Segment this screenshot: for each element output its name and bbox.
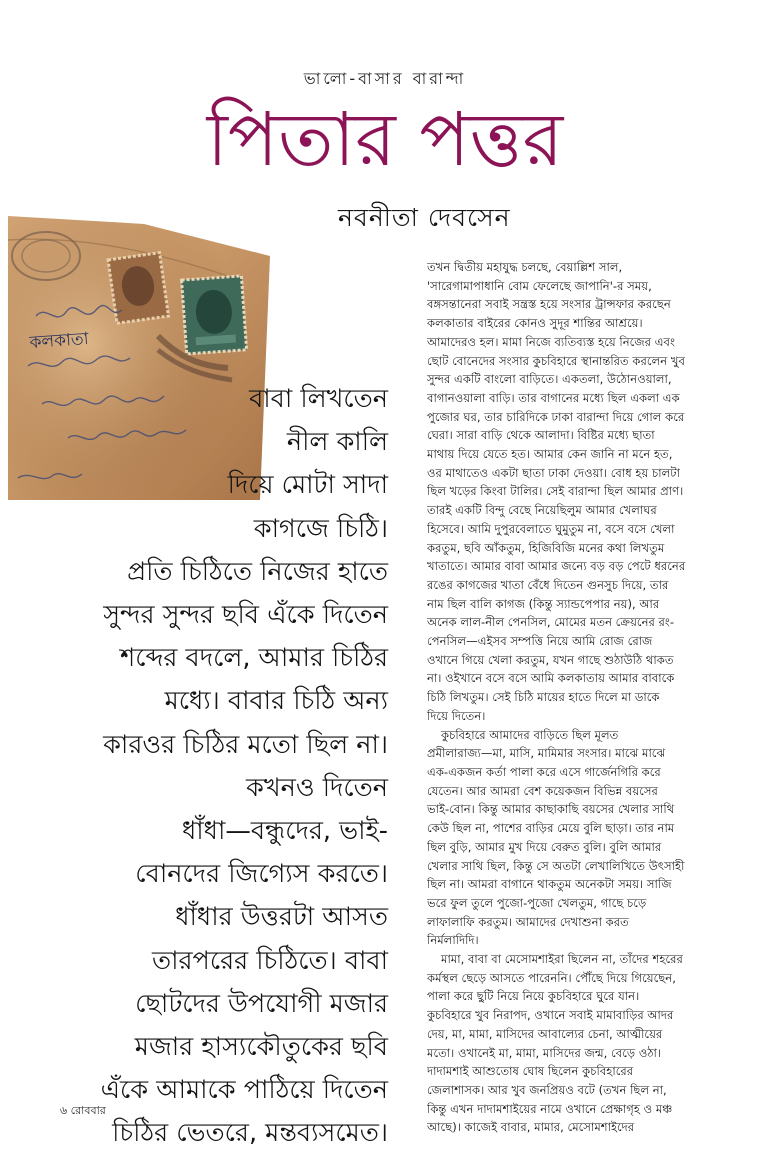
body-line: মাথায় দিয়ে যেতে হত। আমার কেন জানি না মনে হত, xyxy=(427,447,673,462)
body-line: কুচবিহারে আমাদের বাড়িতে ছিল মূলত xyxy=(441,727,619,742)
body-line: ভাই-বোন। কিন্তু আমার কাছাকাছি বয়সের খেলার সাথি xyxy=(427,802,675,817)
body-line: খাতাতে। আমার বাবা আমার জন্যে বড় বড় পেটে ধরনের xyxy=(427,559,686,574)
body-line: মতো। ওখানেই মা, মামা, মাসিদের জন্ম, বেড়ে ওঠা। xyxy=(427,1045,662,1060)
body-line: হিসেবে। আমি দুপুরবেলাতে ঘুমুতুম না, বসে বসে খেলা xyxy=(427,521,675,536)
body-line: পালা করে ছুটি নিয়ে নিয়ে কুচবিহারে ঘুরে যান। xyxy=(427,989,640,1004)
pull-quote-line: মজার হাস্যকৌতুকের ছবি xyxy=(134,1032,388,1063)
pull-quote-line: দিয়ে মোটা সাদা xyxy=(227,470,388,501)
body-text-column xyxy=(427,258,765,1137)
body-line: আমাদেরও হল। মামা নিজে ব্যতিব্যস্ত হয়ে নিজের এবং xyxy=(427,334,675,349)
body-line: করতুম, ছবি আঁকতুম, হিজিবিজি মনের কথা লিখতুম xyxy=(427,540,665,555)
body-line: দাদামশাই আশুতোষ ঘোষ ছিলেন কুচবিহারের xyxy=(427,1064,634,1079)
body-line: ভরে ফুল তুলে পুজো-পুজো খেলতুম, গাছে চড়ে xyxy=(427,895,647,910)
body-line: বঙ্গসন্তানেরা সবাই সন্ত্রস্ত হয়ে সংসার ট্রান্সফার করছেন xyxy=(427,297,671,312)
body-line: এক-একজন কর্তা পালা করে এসে গার্জেনগিরি করে xyxy=(427,764,661,779)
body-line: দেয়, মা, মামা, মাসিদের আবাল্যের চেনা, আত্মীয়ের xyxy=(427,1026,663,1041)
pull-quote-line: চিঠির ভেতরে, মন্তব্যসমেত। xyxy=(112,1118,388,1149)
pull-quote-line: বোনদের জিগ্যেস করতে। xyxy=(135,859,388,890)
pull-quote-line: মধ্যে। বাবার চিঠি অন্য xyxy=(164,686,388,717)
pull-quote xyxy=(88,378,388,1156)
article-title: পিতার পত্তর xyxy=(206,97,564,183)
series-label: ভালো-বাসার বারান্দা xyxy=(303,69,467,88)
body-line: পুজোর ঘর, তার চারিদিকে ঢাকা বারান্দা দিয়ে গোল করে xyxy=(427,409,685,424)
body-line: নাম ছিল বালি কাগজ (কিন্তু স্যান্ডপেপার নয়), আর xyxy=(427,596,660,611)
body-line: ওখানে গিয়ে খেলা করতুম, যখন গাছে শুঠাউঠি থাকত xyxy=(427,652,674,667)
pull-quote-line: ছোটদের উপযোগী মজার xyxy=(135,988,388,1019)
pull-quote-line: বাবা লিখতেন xyxy=(249,384,388,414)
postage-stamp-green xyxy=(182,276,247,354)
body-line: জেলাশাসক। আর খুব জনপ্রিয়ও বটে (তখন ছিল না, xyxy=(427,1082,667,1097)
body-line: ছিল না। আমরা বাগানে থাকতুম অনেকটা সময়। সাজি xyxy=(427,877,672,892)
body-line: নির্মলাদিদি। xyxy=(427,933,479,948)
body-line: সুন্দর একটি বাংলো বাড়িতে। একতলা, উঠোনওয়ালা, xyxy=(427,372,672,387)
body-line: রঙের কাগজের খাতা বেঁধে দিতেন গুনসুচ দিয়ে, তার xyxy=(427,577,669,592)
body-line: তখন দ্বিতীয় মহাযুদ্ধ চলছে, বেয়াল্লিশ সাল, xyxy=(427,260,623,274)
body-line: কর্মস্থল ছেড়ে আসতে পারেননি। পৌঁছে দিয়ে গিয়েছেন, xyxy=(427,970,676,985)
body-line: পেনসিল—এইসব সম্পত্তি নিয়ে আমি রোজ রোজ xyxy=(427,634,653,649)
body-line: অনেক লাল-নীল পেনসিল, মোমের মতন ক্রেয়নের রং- xyxy=(427,615,675,630)
body-line: ঘেরা। সারা বাড়ি থেকে আলাদা। বিষ্টির মধ্যে ছাতা xyxy=(427,428,655,443)
pull-quote-line: নীল কালি xyxy=(286,427,388,458)
body-line: তারই একটি বিন্দু বেছে নিয়েছিলুম আমার খেলাঘর xyxy=(427,503,657,518)
pull-quote-line: এঁকে আমাকে পাঠিয়ে দিতেন xyxy=(100,1075,388,1106)
pull-quote-line: ধাঁধার উত্তরটা আসত xyxy=(175,902,388,933)
body-line: দিয়ে দিতেন। xyxy=(427,708,486,723)
body-line: চিঠি লিখতুম। সেই চিঠি মায়ের হাতে দিলে মা ডাকে xyxy=(427,690,660,705)
pull-quote-line: প্রতি চিঠিতে নিজের হাতে xyxy=(127,556,388,587)
body-line: ওর মাথাতেও একটা ছাতা ঢাকা দেওয়া। বোধ হয় চালটা xyxy=(427,465,680,480)
body-line: কিন্তু এখন দাদামশাইয়ের নামে ওখানে প্রেক্ষাগৃহ ও মঞ্চ xyxy=(427,1101,673,1116)
body-line: 'সারেগামাপাধানি বোম ফেলেছে জাপানি'-র সময়, xyxy=(427,278,652,293)
pull-quote-line: তারপরের চিঠিতে। বাবা xyxy=(151,945,388,976)
body-line: যেতেন। আর আমরা বেশ কয়েকজন বিভিন্ন বয়সের xyxy=(427,783,658,798)
pull-quote-line: শব্দের বদলে, আমার চিঠির xyxy=(120,643,388,674)
body-line: কুচবিহারে খুব নিরাপদ, ওখানে সবাই মামাবাড়ির আদর xyxy=(427,1008,674,1023)
body-line: না। ওইখানে বসে বসে আমি কলকাতায় আমার বাবাকে xyxy=(427,671,675,686)
body-line: মামা, বাবা বা মেসোমশাইরা ছিলেন না, তাঁদের শহরের xyxy=(441,952,683,967)
body-line: কেউ ছিল না, পাশের বাড়ির মেয়ে বুলি ছাড়া। তার নাম xyxy=(427,821,675,836)
page-folio: ৬ রোববার xyxy=(60,1104,106,1117)
body-line: বাগানওয়ালা বাড়ি। তার বাগানের মধ্যে ছিল একলা এক xyxy=(427,390,680,405)
body-line: প্রমীলারাজ্য—মা, মাসি, মামিমার সংসার। মাঝে মাঝে xyxy=(427,746,666,761)
body-line: লাফালাফি করতুম। আমাদের দেখাশুনা করত xyxy=(427,914,629,929)
body-line: ছিল খড়ের কিংবা টালির। সেই বারান্দা ছিল আমার প্রাণ। xyxy=(427,484,684,499)
author-byline: নবনীতা দেবসেন xyxy=(338,203,511,232)
body-line: খেলার সাথি ছিল, কিন্তু সে অতটা লেখালিখিতে উৎসাহী xyxy=(427,858,685,873)
body-line: ছোট বোনেদের সংসার কুচবিহারে স্থানান্তরিত করলেন খুব xyxy=(427,353,685,368)
body-line: আছে)। কাজেই বাবার, মামার, মেসোমশাইদের xyxy=(427,1120,635,1135)
pull-quote-line: ধাঁধা—বন্ধুদের, ভাই- xyxy=(181,816,388,847)
pull-quote-line: কারওর চিঠির মতো ছিল না। xyxy=(103,729,388,760)
svg-text:কলকাতা: কলকাতা xyxy=(28,328,90,353)
pull-quote-line: সুন্দর সুন্দর ছবি এঁকে দিতেন xyxy=(103,600,388,631)
body-line: কলকাতার বাইরের কোনও সুদূর শান্তির আশ্রয়ে। xyxy=(427,316,643,331)
pull-quote-line: কাগজে চিঠি। xyxy=(253,513,388,544)
body-line: ছিল বুড়ি, আমার মুখ দিয়ে বেরুত বুলি। বুলি আমার xyxy=(427,839,662,854)
pull-quote-line: কখনও দিতেন xyxy=(246,772,388,803)
